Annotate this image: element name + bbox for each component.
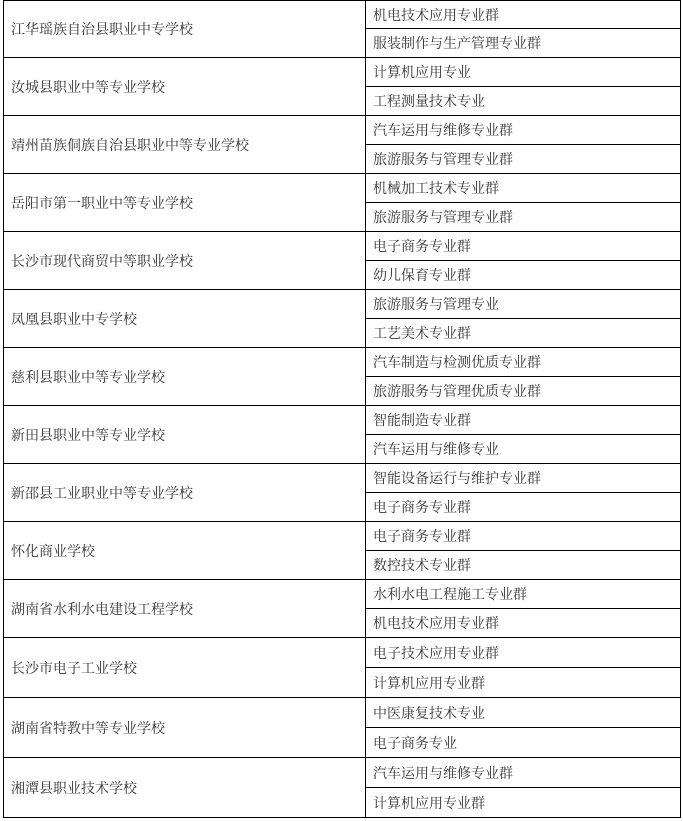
- major-cell: 汽车运用与维修专业: [366, 435, 681, 464]
- school-name-cell: 长沙市电子工业学校: [4, 638, 366, 698]
- major-cell: 幼儿保育专业群: [366, 261, 681, 290]
- school-name-cell: 新邵县工业职业中等专业学校: [4, 464, 366, 522]
- major-cell: 计算机应用专业: [366, 58, 681, 87]
- major-cell: 智能制造专业群: [366, 406, 681, 435]
- school-name-cell: 靖州苗族侗族自治县职业中等专业学校: [4, 116, 366, 174]
- major-cell: 旅游服务与管理优质专业群: [366, 377, 681, 406]
- major-cell: 计算机应用专业群: [366, 668, 681, 698]
- major-cell: 汽车制造与检测优质专业群: [366, 348, 681, 377]
- major-cell: 数控技术专业群: [366, 551, 681, 580]
- major-cell: 计算机应用专业群: [366, 788, 681, 818]
- table-row: [4, 116, 681, 145]
- school-name-cell: 新田县职业中等专业学校: [4, 406, 366, 464]
- major-cell: 水利水电工程施工专业群: [366, 580, 681, 609]
- major-cell: 智能设备运行与维护专业群: [366, 464, 681, 493]
- major-cell: 机电技术应用专业群: [366, 1, 681, 29]
- major-cell: 汽车运用与维修专业群: [366, 116, 681, 145]
- school-name-cell: 湖南省水利水电建设工程学校: [4, 580, 366, 638]
- table-row: [4, 58, 681, 87]
- major-cell: 工艺美术专业群: [366, 319, 681, 348]
- major-cell: 旅游服务与管理专业群: [366, 145, 681, 174]
- school-name-cell: 怀化商业学校: [4, 522, 366, 580]
- major-cell: 工程测量技术专业: [366, 87, 681, 116]
- table-row: [4, 174, 681, 203]
- major-cell: 电子商务专业群: [366, 232, 681, 261]
- major-cell: 汽车运用与维修专业群: [366, 758, 681, 788]
- major-cell: 电子商务专业: [366, 728, 681, 758]
- school-name-cell: 汝城县职业中等专业学校: [4, 58, 366, 116]
- table-row: [4, 406, 681, 435]
- major-cell: 电子商务专业群: [366, 522, 681, 551]
- major-cell: 机电技术应用专业群: [366, 609, 681, 638]
- school-name-cell: 慈利县职业中等专业学校: [4, 348, 366, 406]
- table-row: [4, 464, 681, 493]
- school-name-cell: 长沙市现代商贸中等职业学校: [4, 232, 366, 290]
- major-cell: 旅游服务与管理专业群: [366, 203, 681, 232]
- table-row: [4, 698, 681, 728]
- table-row: [4, 580, 681, 609]
- school-major-table: [3, 0, 681, 818]
- table-row: [4, 638, 681, 668]
- major-cell: 服装制作与生产管理专业群: [366, 29, 681, 58]
- table-body: [4, 1, 681, 818]
- school-name-cell: 凤凰县职业中专学校: [4, 290, 366, 348]
- school-name-cell: 湘潭县职业技术学校: [4, 758, 366, 818]
- table-row: [4, 348, 681, 377]
- school-name-cell: 湖南省特教中等专业学校: [4, 698, 366, 758]
- major-cell: 电子技术应用专业群: [366, 638, 681, 668]
- major-cell: 旅游服务与管理专业: [366, 290, 681, 319]
- major-cell: 机械加工技术专业群: [366, 174, 681, 203]
- major-cell: 中医康复技术专业: [366, 698, 681, 728]
- table-row: [4, 1, 681, 29]
- school-name-cell: 江华瑶族自治县职业中专学校: [4, 1, 366, 58]
- table-row: [4, 232, 681, 261]
- table-row: [4, 758, 681, 788]
- table-row: [4, 290, 681, 319]
- major-cell: 电子商务专业群: [366, 493, 681, 522]
- school-name-cell: 岳阳市第一职业中等专业学校: [4, 174, 366, 232]
- table-row: [4, 522, 681, 551]
